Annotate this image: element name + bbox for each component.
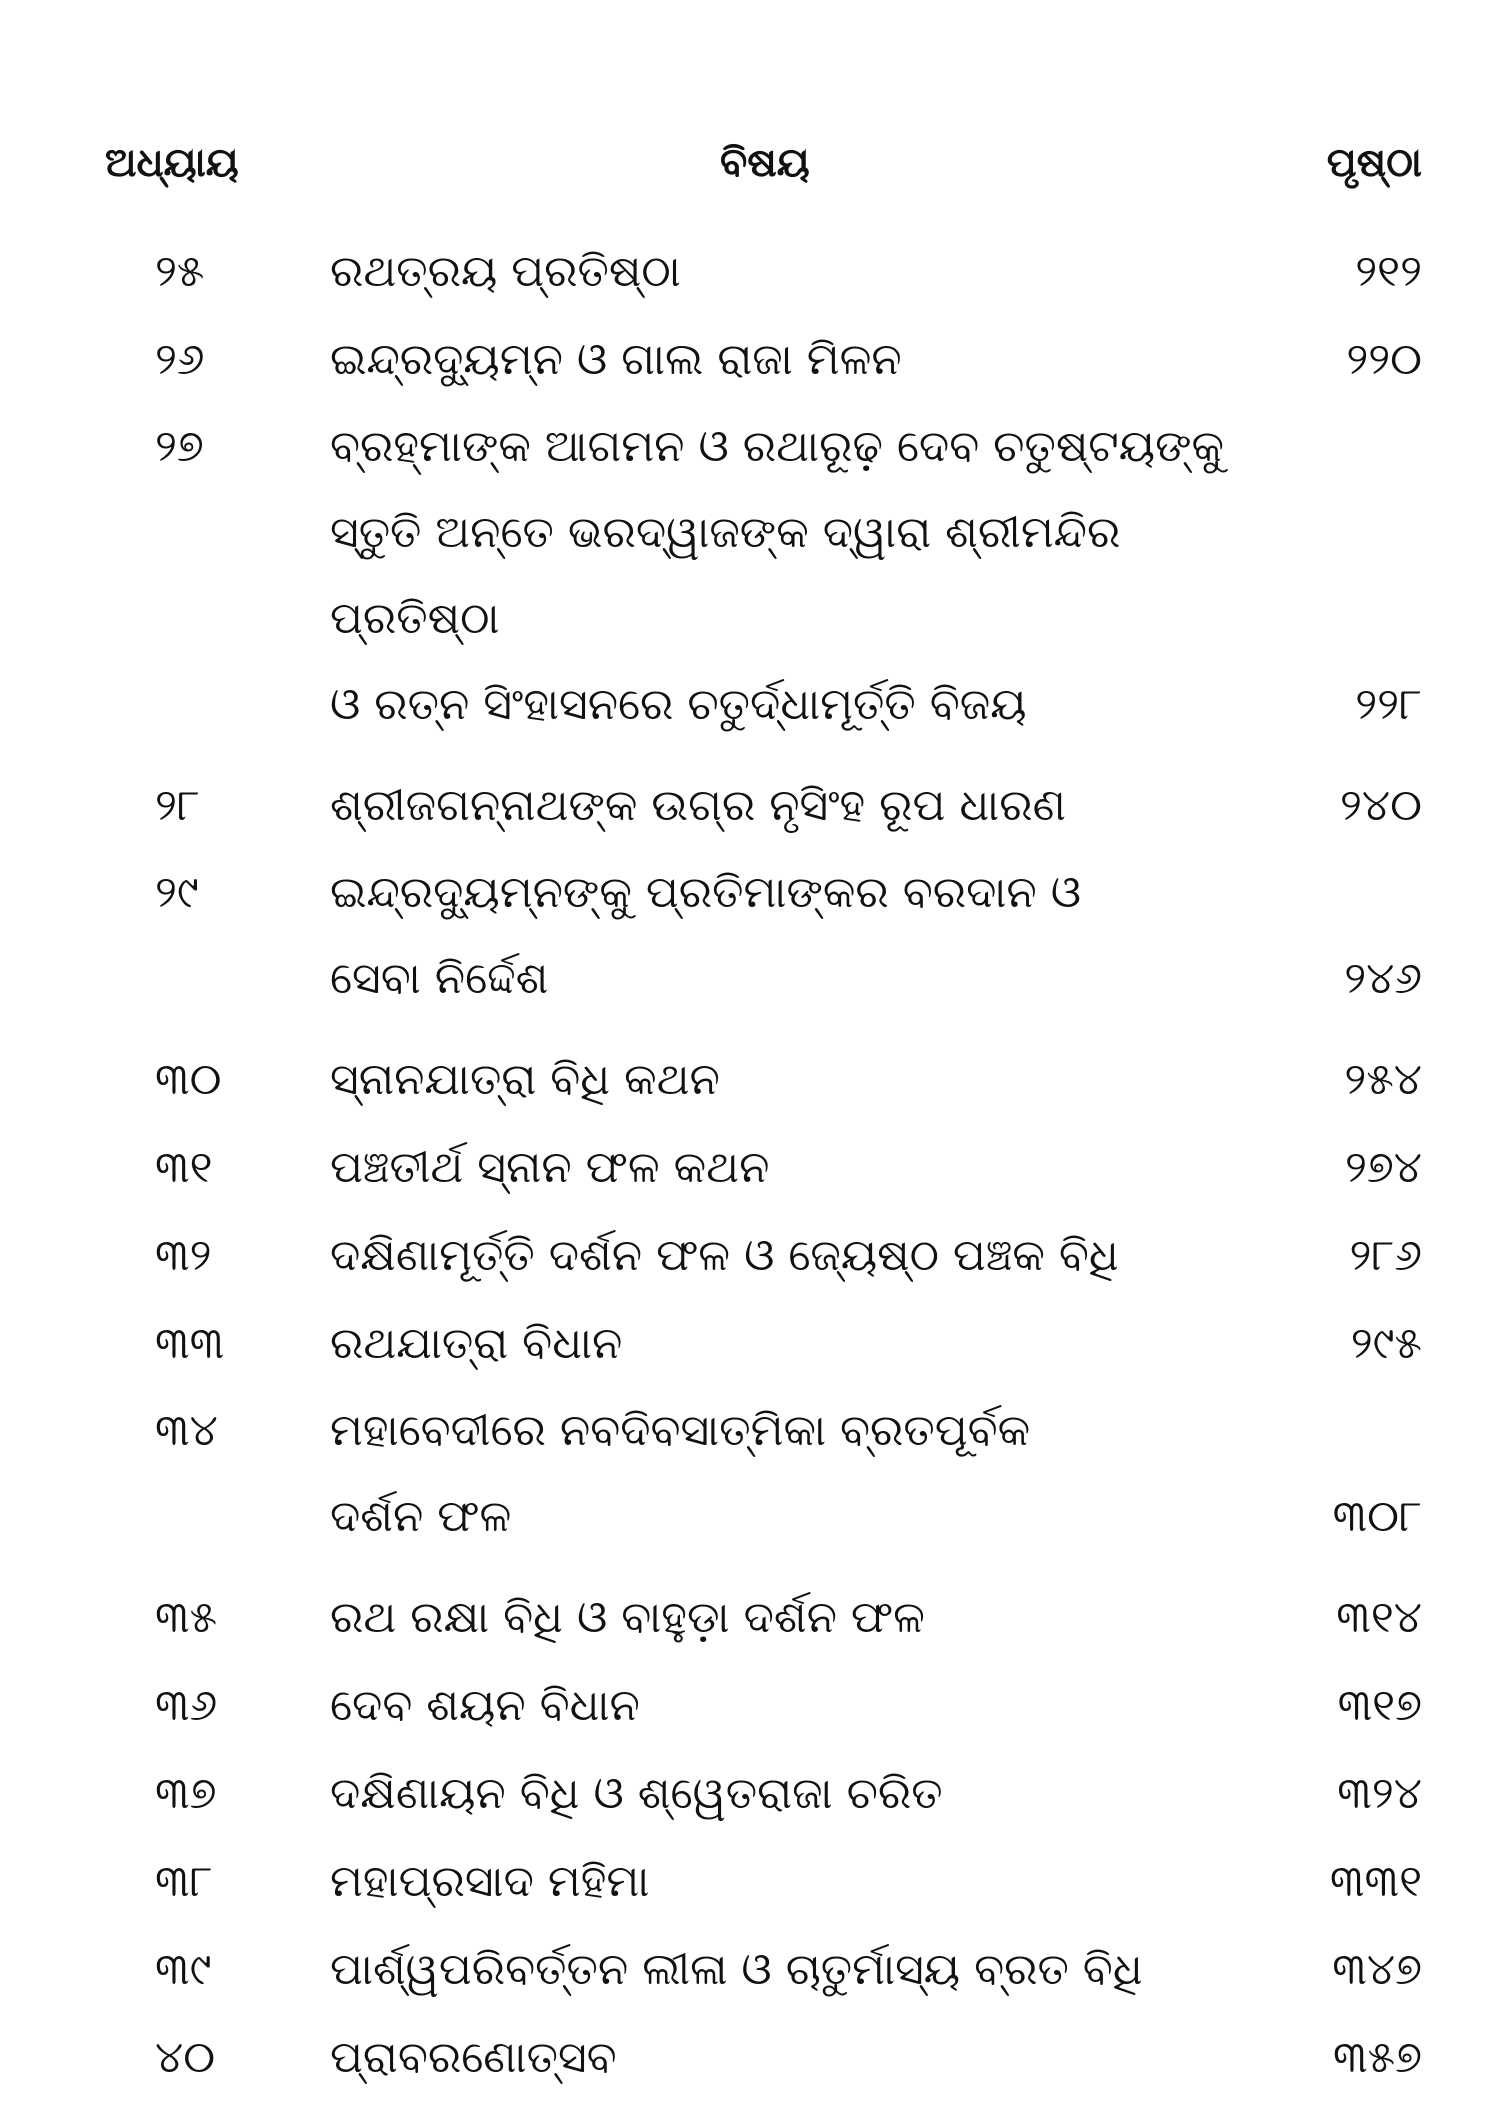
toc-entry: [0, 404, 1500, 748]
chapter-subject: ପାର୍ଶ୍ୱପରିବର୍ତ୍ତନ ଲୀଳା ଓ ଚାତୁର୍ମାସ୍ୟ ବ୍ରତ ବିଧି: [330, 1944, 1143, 1995]
toc-entry: [0, 1926, 1500, 2014]
chapter-number: ୩୨: [155, 1230, 212, 1281]
chapter-subject: ଇନ୍ଦ୍ରଦ୍ୟୁମ୍ନଙ୍କୁ ପ୍ରତିମାଙ୍କର ବରଦାନ ଓ ସେବା ନିର୍ଦ୍ଦେଶ: [330, 867, 1082, 1004]
page-number: ୩୨୪: [1337, 1768, 1422, 1819]
chapter-number: ୨୫: [155, 246, 205, 297]
chapter-number: ୩୭: [155, 1768, 217, 1819]
page-number: ୨୫୪: [1344, 1054, 1422, 1105]
chapter-number: ୩୮: [155, 1856, 213, 1907]
toc-entry: [0, 1388, 1500, 1560]
chapter-subject: ଦକ୍ଷିଣାମୂର୍ତ୍ତି ଦର୍ଶନ ଫଳ ଓ ଜ୍ୟେଷ୍ଠ ପଞ୍ଚକ ବିଧି: [330, 1230, 1119, 1281]
header-subject: ବିଷୟ: [720, 140, 810, 186]
chapter-subject: ଦେବ ଶୟନ ବିଧାନ: [330, 1680, 640, 1731]
toc-entry: [0, 1212, 1500, 1300]
page-number: ୨୪୬: [1344, 953, 1422, 1004]
chapter-subject: ରଥତ୍ରୟ ପ୍ରତିଷ୍ଠା: [330, 246, 681, 297]
header-chapter: ଅଧ୍ୟାୟ: [105, 140, 239, 186]
page-number: ୨୭୪: [1344, 1142, 1422, 1193]
page-number: ୩୫୭: [1333, 2032, 1422, 2083]
toc-entry: [0, 1838, 1500, 1926]
chapter-number: ୩୧: [155, 1142, 213, 1193]
page-number: ୨୪୦: [1340, 780, 1422, 831]
toc-entry: [0, 1300, 1500, 1388]
page-number: ୩୧୪: [1336, 1592, 1422, 1643]
chapter-number: ୩୩: [155, 1318, 225, 1369]
chapter-subject: ରଥଯାତ୍ରା ବିଧାନ: [330, 1318, 623, 1369]
chapter-number: ୨୭: [155, 421, 204, 472]
chapter-number: ୩୯: [155, 1944, 212, 1995]
chapter-number: ୨୮: [155, 780, 200, 831]
page-number: ୩୦୮: [1332, 1491, 1422, 1542]
toc-entry: [0, 2014, 1500, 2102]
chapter-number: ୩୬: [155, 1680, 218, 1731]
chapter-number: ୩୦: [155, 1054, 222, 1105]
page-number: ୩୧୭: [1337, 1680, 1422, 1731]
page-number: ୩୩୧: [1329, 1856, 1422, 1907]
toc-entry: [0, 1750, 1500, 1838]
toc-header: [0, 140, 1500, 200]
chapter-subject: ମହାବେଦୀରେ ନବଦିବସାତ୍ମିକା ବ୍ରତପୂର୍ବକ ଦର୍ଶନ ଫଳ: [330, 1405, 1031, 1542]
toc-entry: [0, 1574, 1500, 1662]
toc-entry: [0, 228, 1500, 316]
chapter-number: ୪୦: [155, 2032, 216, 2083]
header-page: ପୃଷ୍ଠା: [1326, 140, 1422, 186]
page-number: ୨୧୨: [1355, 246, 1422, 297]
toc-entry: [0, 1662, 1500, 1750]
page-number: ୩୪୭: [1332, 1944, 1422, 1995]
chapter-number: ୨୬: [155, 334, 205, 385]
page-number: ୨୮୬: [1349, 1230, 1422, 1281]
page-number: ୨୯୫: [1350, 1318, 1422, 1369]
chapter-number: ୩୪: [155, 1405, 218, 1456]
page-number: ୨୨୮: [1355, 679, 1422, 730]
toc-entry: [0, 850, 1500, 1022]
toc-entry: [0, 1124, 1500, 1212]
chapter-subject: ଦକ୍ଷିଣାୟନ ବିଧି ଓ ଶ୍ୱେତରାଜା ଚରିତ: [330, 1768, 943, 1819]
chapter-subject: ପ୍ରାବରଣୋତ୍ସବ: [330, 2032, 617, 2083]
toc-list: [0, 228, 1500, 2102]
chapter-subject: ଶ୍ରୀଜଗନ୍ନାଥଙ୍କ ଉଗ୍ର ନୃସିଂହ ରୂପ ଧାରଣ: [330, 780, 1066, 831]
chapter-subject: ଇନ୍ଦ୍ରଦ୍ୟୁମ୍ନ ଓ ଗାଲ ରାଜା ମିଳନ: [330, 334, 902, 385]
chapter-number: ୩୫: [155, 1592, 218, 1643]
chapter-subject: ପଞ୍ଚତୀର୍ଥ ସ୍ନାନ ଫଳ କଥନ: [330, 1142, 770, 1193]
page-number: ୨୨୦: [1346, 334, 1422, 385]
chapter-subject: ରଥ ରକ୍ଷା ବିଧି ଓ ବାହୁଡ଼ା ଦର୍ଶନ ଫଳ: [330, 1592, 925, 1643]
toc-entry: [0, 762, 1500, 850]
chapter-subject: ବ୍ରହ୍ମାଙ୍କ ଆଗମନ ଓ ରଥାରୂଢ଼ ଦେବ ଚତୁଷ୍ଟୟଙ୍କୁ ସ୍ତୁତି ଅନ୍ତେ ଭରଦ୍ୱାଜଙ୍କ ଦ୍ୱାରା ଶ୍ରୀମନ୍ଦିର ପ୍ରତିଷ୍ଠା ଓ ରତ୍ନ ସିଂହାସନରେ ଚତୁର୍ଦ୍ଧାମୂର୍ତ୍ତି ବିଜୟ: [330, 421, 1225, 730]
chapter-number: ୨୯: [155, 867, 199, 918]
toc-entry: [0, 316, 1500, 404]
chapter-subject: ମହାପ୍ରସାଦ ମହିମା: [330, 1856, 650, 1907]
chapter-subject: ସ୍ନାନଯାତ୍ରା ବିଧି କଥନ: [330, 1054, 720, 1105]
toc-entry: [0, 1036, 1500, 1124]
